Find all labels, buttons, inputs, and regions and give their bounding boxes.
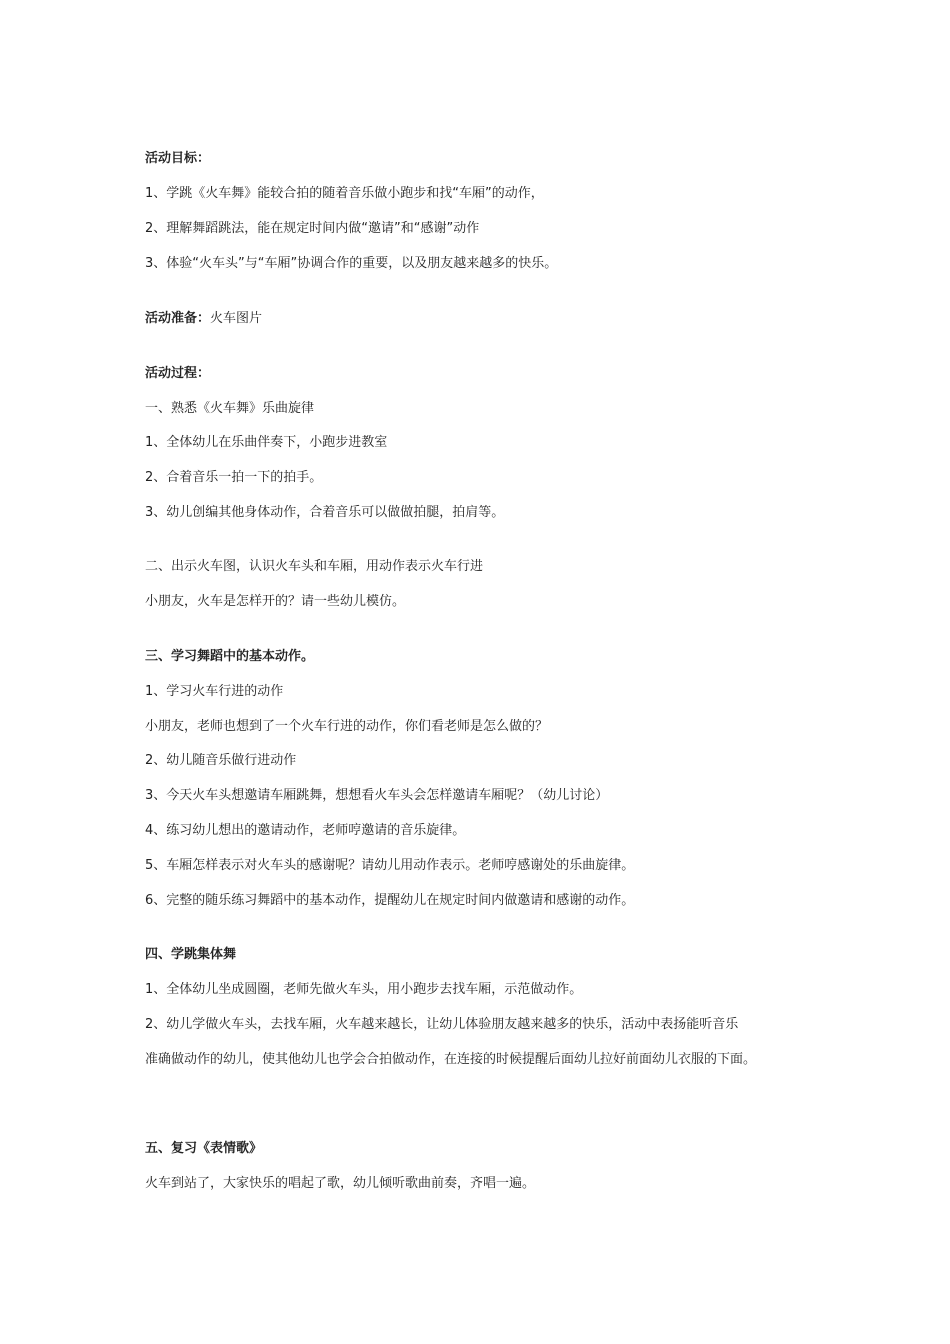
section5-title: 五、复习《表情歌》: [145, 1141, 263, 1156]
section2-title: 二、出示火车图，认识火车头和车厢，用动作表示火车行进: [145, 559, 484, 574]
section1-title: 一、熟悉《火车舞》乐曲旋律: [145, 401, 315, 416]
section3-item-7: 6、完整的随乐练习舞蹈中的基本动作，提醒幼儿在规定时间内做邀请和感谢的动作。: [145, 893, 635, 908]
section3-item-1: 1、学习火车行进的动作: [145, 684, 284, 699]
section3-item-6: 5、车厢怎样表示对火车头的感谢呢？请幼儿用动作表示。老师哼感谢处的乐曲旋律。: [145, 858, 635, 873]
section4-item-1: 1、全体幼儿坐成圆圈，老师先做火车头，用小跑步去找车厢，示范做动作。: [145, 982, 583, 997]
prep-text: 火车图片: [210, 311, 263, 326]
goal-item-3: 3、体验“火车头”与“车厢”协调合作的重要，以及朋友越来越多的快乐。: [145, 256, 558, 271]
prep-heading: 活动准备：: [145, 311, 211, 326]
section3-item-2: 小朋友，老师也想到了一个火车行进的动作，你们看老师是怎么做的？: [145, 719, 549, 734]
process-heading: 活动过程：: [145, 366, 211, 381]
section4-title: 四、学跳集体舞: [145, 947, 237, 962]
section4-item-3: 准确做动作的幼儿，使其他幼儿也学会合拍做动作，在连接的时候提醒后面幼儿拉好前面幼儿衣服的下面。: [145, 1052, 757, 1067]
section2-item-1: 小朋友，火车是怎样开的？请一些幼儿模仿。: [145, 594, 406, 609]
section1-item-1: 1、全体幼儿在乐曲伴奏下，小跑步进教室: [145, 435, 388, 450]
section1-item-3: 3、幼儿创编其他身体动作，合着音乐可以做做拍腿，拍肩等。: [145, 505, 505, 520]
section5-item-1: 火车到站了，大家快乐的唱起了歌，幼儿倾听歌曲前奏，齐唱一遍。: [145, 1176, 536, 1191]
goal-item-2: 2、理解舞蹈跳法，能在规定时间内做“邀请”和“感谢”动作: [145, 221, 480, 236]
section3-item-4: 3、今天火车头想邀请车厢跳舞，想想看火车头会怎样邀请车厢呢？（幼儿讨论）: [145, 788, 609, 803]
section3-item-5: 4、练习幼儿想出的邀请动作，老师哼邀请的音乐旋律。: [145, 823, 466, 838]
section3-item-3: 2、幼儿随音乐做行进动作: [145, 753, 297, 768]
section4-item-2: 2、幼儿学做火车头，去找车厢，火车越来越长，让幼儿体验朋友越来越多的快乐，活动中表扬能听音乐: [145, 1017, 739, 1032]
section3-title: 三、学习舞蹈中的基本动作。: [145, 649, 315, 664]
prep-line: [145, 310, 262, 328]
goal-item-1: 1、学跳《火车舞》能较合拍的随着音乐做小跑步和找“车厢”的动作，: [145, 186, 544, 201]
section1-item-2: 2、合着音乐一拍一下的拍手。: [145, 470, 323, 485]
goals-heading: 活动目标：: [145, 151, 211, 166]
